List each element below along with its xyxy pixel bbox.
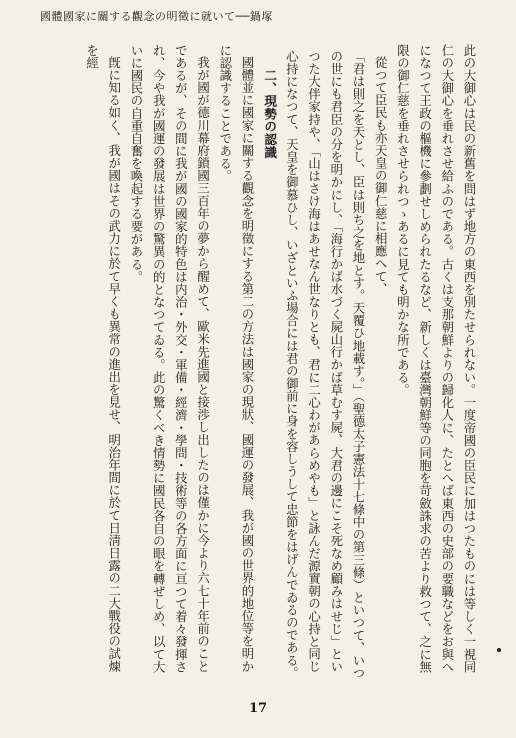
section-paragraph: 國體並に國家に關する觀念を明徵にする第二の方法は國家の現狀、國運の發展、我が國の世界的地位等を明かに認識することである。	[217, 44, 255, 673]
page-number: 17	[248, 701, 268, 716]
body-paragraph: 從つて臣民も亦天皇の御仁慈に相應へて、	[373, 56, 389, 296]
section-paragraph: 旣に知る如く、我が國はその武力に於て早くも異常の進出を見せ、明治年間に於て日淸日露の二大戰役の試煉を經	[84, 44, 122, 673]
body-paragraph: 「君は則之を天とし、臣は則ち之を地とす。天覆ひ地載す。」（聖德太子憲法十七條中の第三條）といつて、いつの世にも君臣の分を明かにし、「海行かば水づく屍山行かば草むす屍、大君の邊にこそ死なめ顧みはせじ」といつた大伴家持や、「山はさけ海はあせなん世なりとも、君に二心わがあらめやも」と詠んだ源實朝の心持と同じ心持になつて、天皇を御慕ひし、いざといふ場合には君の御前に身を容しうして忠節をはげんでゐるのである。	[284, 50, 366, 680]
section-paragraph: 我が國が德川幕府鎖國三百年の夢から醒めて、歐米先進國と接渉し出したのは僅かに今より六七十年前のことであるが、その間に我が國の國家的特色は内治・外交・軍備・經濟・學問・技術等の各方面に亘つて着々發揮され、今や我が國運の發展は世界の驚異の的となつてゐる。此の驚くべき情勢に國民各自の眼を轉ぜしめ、以て大いに國民の自重自奮を喚起する要がある。	[128, 44, 211, 673]
body-paragraph: 此の大御心は民の新舊を問はず地方の東西を別たせられない。一度帝國の臣民に加はつたものには等しく一視同仁の大御心を垂れさせ給ふのである。古くは支那朝鮮よりの歸化人に、たとへば東西の史部の要職などをお與へになつて王政の樞機に參劃せしめられたるなど、新しくは臺灣朝鮮等の同胞を苛斂誅求の苦より救つて、之に無限の御仁慈を垂れさせられつゝあるに見ても明かな所である。	[395, 44, 477, 673]
vertical-text-block	[44, 44, 480, 684]
running-header: 國體國家に關する觀念の明徵に就いて──鍋塚	[40, 10, 273, 23]
section-heading: 二、現勢の認識	[262, 69, 278, 159]
margin-dot	[497, 648, 501, 652]
